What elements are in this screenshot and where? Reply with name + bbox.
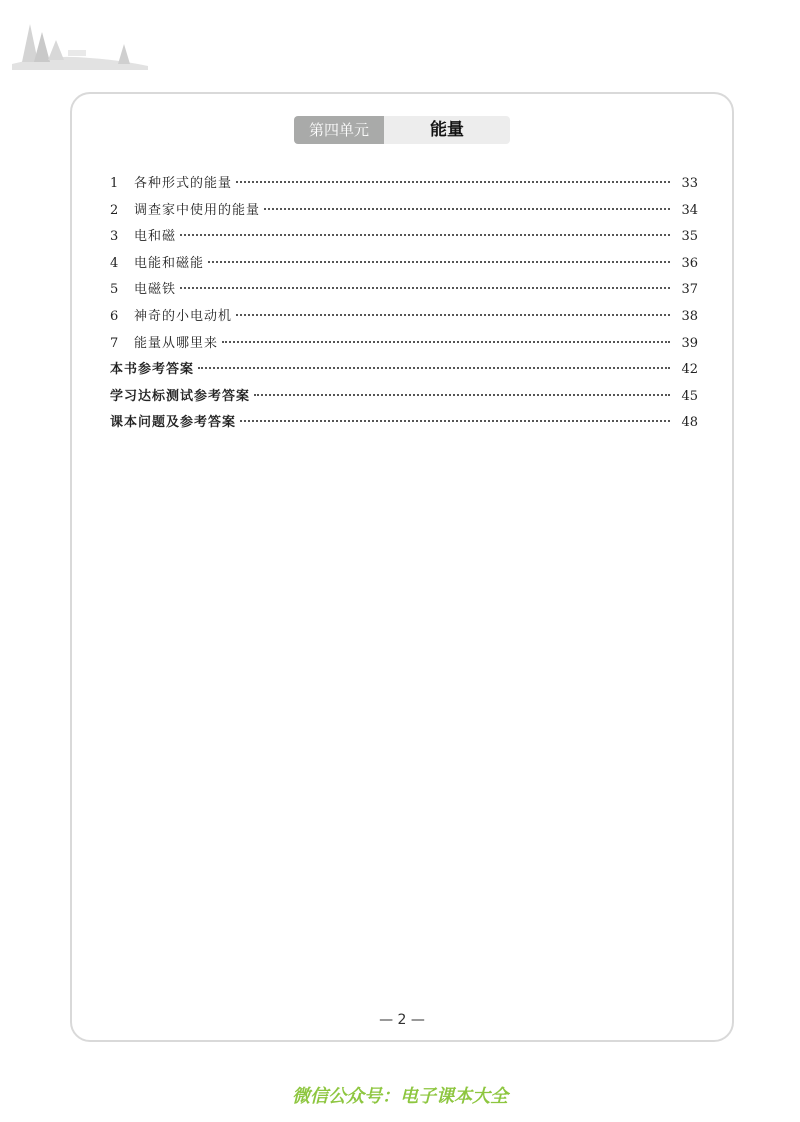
toc-leader-dots [208,260,670,263]
toc-leader-dots [222,340,670,343]
toc-leader-dots [254,393,670,396]
toc-row[interactable] [110,305,698,332]
toc-page-number: 45 [681,388,698,404]
toc-page-number: 48 [681,415,698,431]
toc-title: 能量从哪里来 [134,335,219,351]
toc-row[interactable] [110,172,698,199]
toc-row[interactable] [110,411,698,438]
toc-leader-dots [236,313,670,316]
unit-title: 能量 [384,116,510,144]
toc-title: 本书参考答案 [110,362,195,378]
content-card [70,92,734,1042]
toc-page-number: 36 [681,255,698,271]
toc-leader-dots [180,233,670,236]
toc-row[interactable] [110,358,698,385]
toc-page-number: 34 [681,202,698,218]
toc-title: 课本问题及参考答案 [110,415,237,431]
toc-title: 电和磁 [134,229,177,245]
toc-leader-dots [236,180,670,183]
toc-number: 5 [110,282,119,298]
toc-title: 神奇的小电动机 [134,308,233,324]
toc-title: 电能和磁能 [134,255,205,271]
toc-number: 1 [110,176,119,191]
toc-page-number: 33 [681,176,698,191]
footer-brand: 微信公众号：电子课本大全 [292,1086,508,1107]
toc-leader-dots [264,207,670,210]
table-of-contents [110,172,698,438]
toc-number: 3 [110,229,119,245]
toc-row[interactable] [110,278,698,305]
toc-title: 电磁铁 [134,282,177,298]
unit-header [294,116,510,144]
page-number: — 2 — [379,1012,425,1028]
toc-title: 各种形式的能量 [134,176,233,191]
unit-label: 第四单元 [294,116,384,144]
toc-page-number: 37 [681,282,698,298]
toc-number: 7 [110,335,119,351]
toc-page-number: 39 [681,335,698,351]
toc-number: 6 [110,308,119,324]
toc-leader-dots [198,366,670,369]
toc-leader-dots [180,286,670,289]
toc-title: 调查家中使用的能量 [134,202,261,218]
landscape-decoration [10,14,150,72]
toc-row[interactable] [110,199,698,226]
toc-leader-dots [240,419,670,422]
toc-page-number: 38 [681,308,698,324]
toc-row[interactable] [110,252,698,279]
toc-page-number: 35 [681,229,698,245]
toc-title: 学习达标测试参考答案 [110,388,251,404]
toc-number: 2 [110,202,119,218]
toc-row[interactable] [110,332,698,359]
toc-row[interactable] [110,385,698,412]
toc-page-number: 42 [681,362,698,378]
toc-row[interactable] [110,225,698,252]
toc-number: 4 [110,255,119,271]
